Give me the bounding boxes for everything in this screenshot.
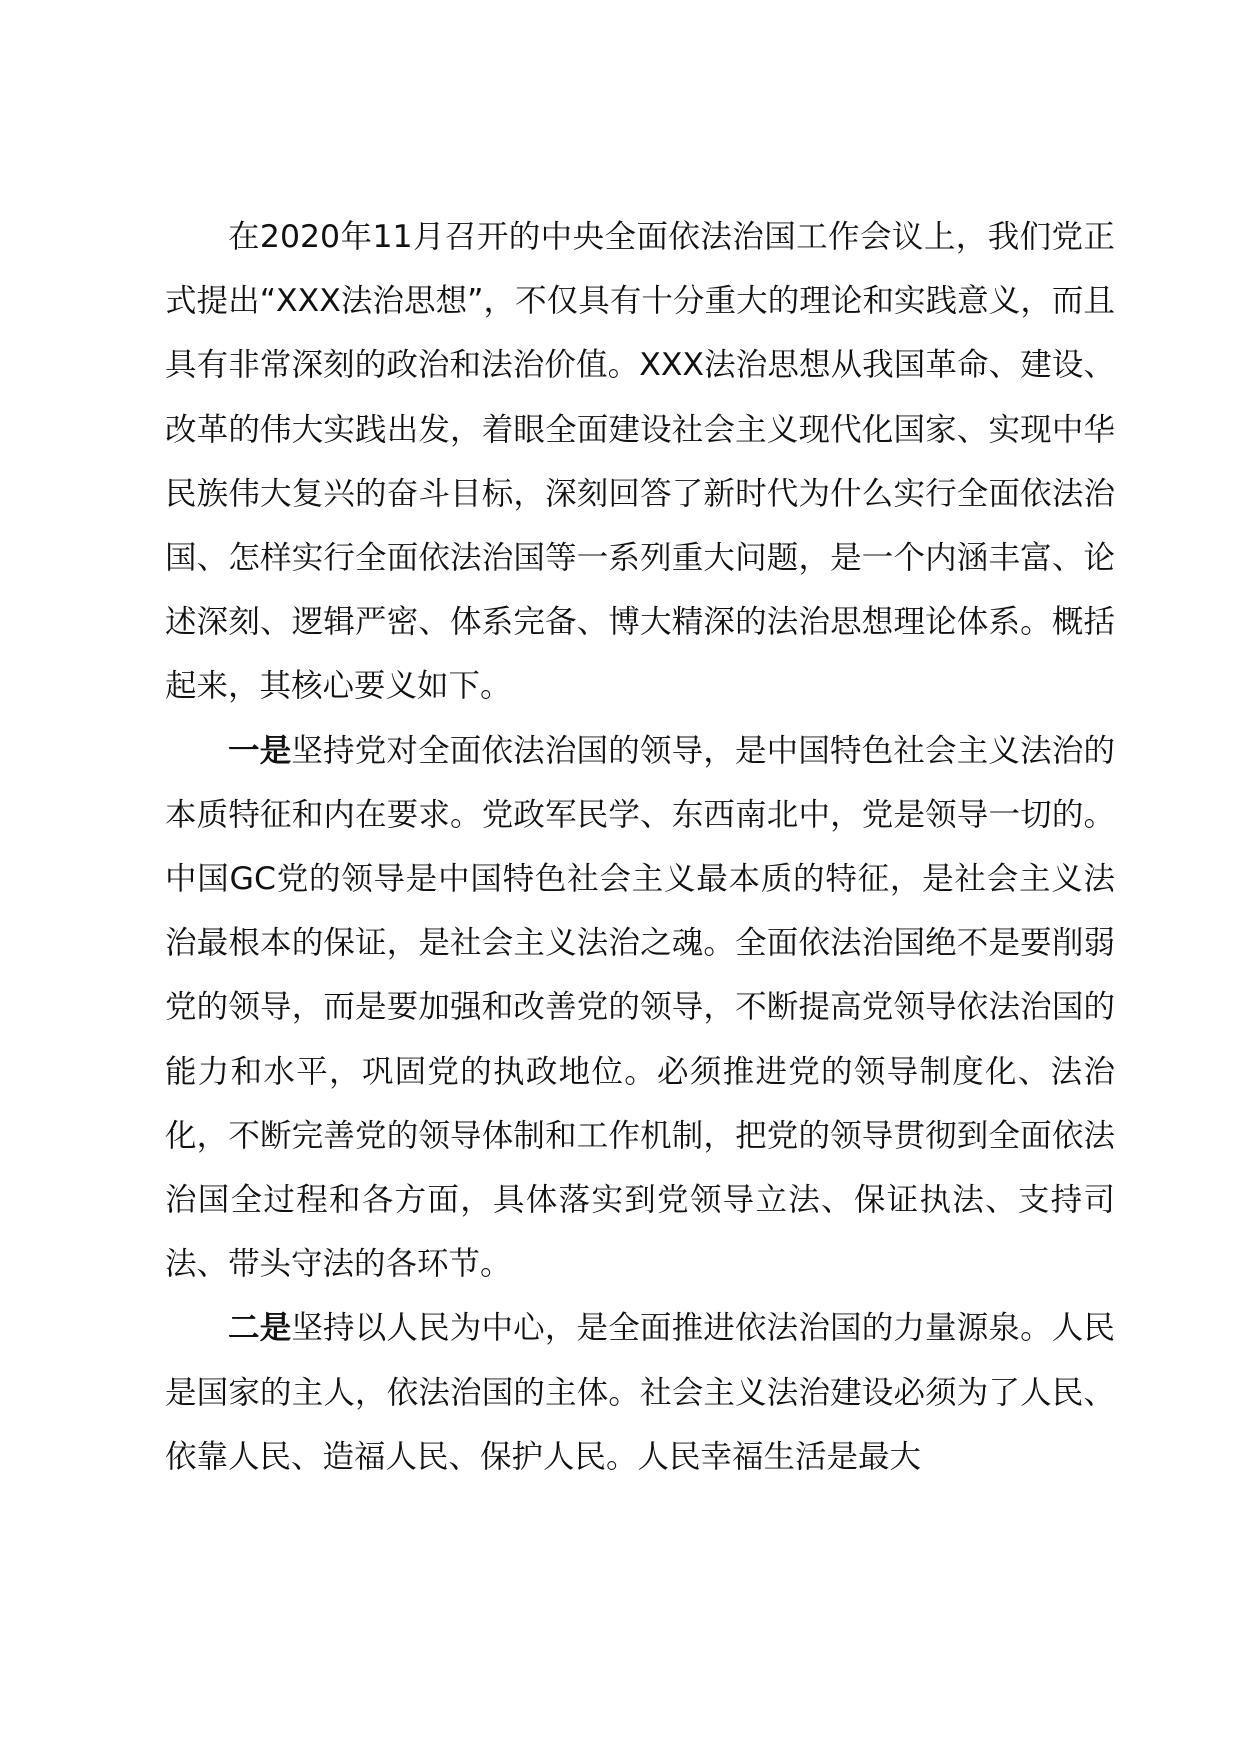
paragraph-point-two — [165, 1296, 1115, 1489]
document-body — [165, 205, 1115, 1489]
paragraph-lead: 二是 — [228, 1310, 292, 1347]
paragraph-text: 坚持以人民为中心，是全面推进依法治国的力量源泉。人民是国家的主人，依法治国的主体。社会主义法治建设必须为了人民、依靠人民、造福人民、保护人民。人民幸福生活是最大 — [165, 1310, 1115, 1475]
paragraph-text: 在2020年11月召开的中央全面依法治国工作会议上，我们党正式提出“XXX法治思想”，不仅具有十分重大的理论和实践意义，而且具有非常深刻的政治和法治价值。XXX法治思想从我国革命、建设、改革的伟大实践出发，着眼全面建设社会主义现代化国家、实现中华民族伟大复兴的奋斗目标，深刻回答了新时代为什么实行全面依法治国、怎样实行全面依法治国等一系列重大问题，是一个内涵丰富、论述深刻、逻辑严密、体系完备、博大精深的法治思想理论体系。概括起来，其核心要义如下。 — [165, 219, 1115, 705]
paragraph-lead: 一是 — [228, 732, 292, 769]
paragraph-point-one — [165, 719, 1115, 1297]
paragraph-text: 坚持党对全面依法治国的领导，是中国特色社会主义法治的本质特征和内在要求。党政军民学、东西南北中，党是领导一切的。中国GC党的领导是中国特色社会主义最本质的特征，是社会主义法治最根本的保证，是社会主义法治之魂。全面依法治国绝不是要削弱党的领导，而是要加强和改善党的领导，不断提高党领导依法治国的能力和水平，巩固党的执政地位。必须推进党的领导制度化、法治化，不断完善党的领导体制和工作机制，把党的领导贯彻到全面依法治国全过程和各方面，具体落实到党领导立法、保证执法、支持司法、带头守法的各环节。 — [165, 732, 1115, 1283]
paragraph-intro — [165, 205, 1115, 719]
